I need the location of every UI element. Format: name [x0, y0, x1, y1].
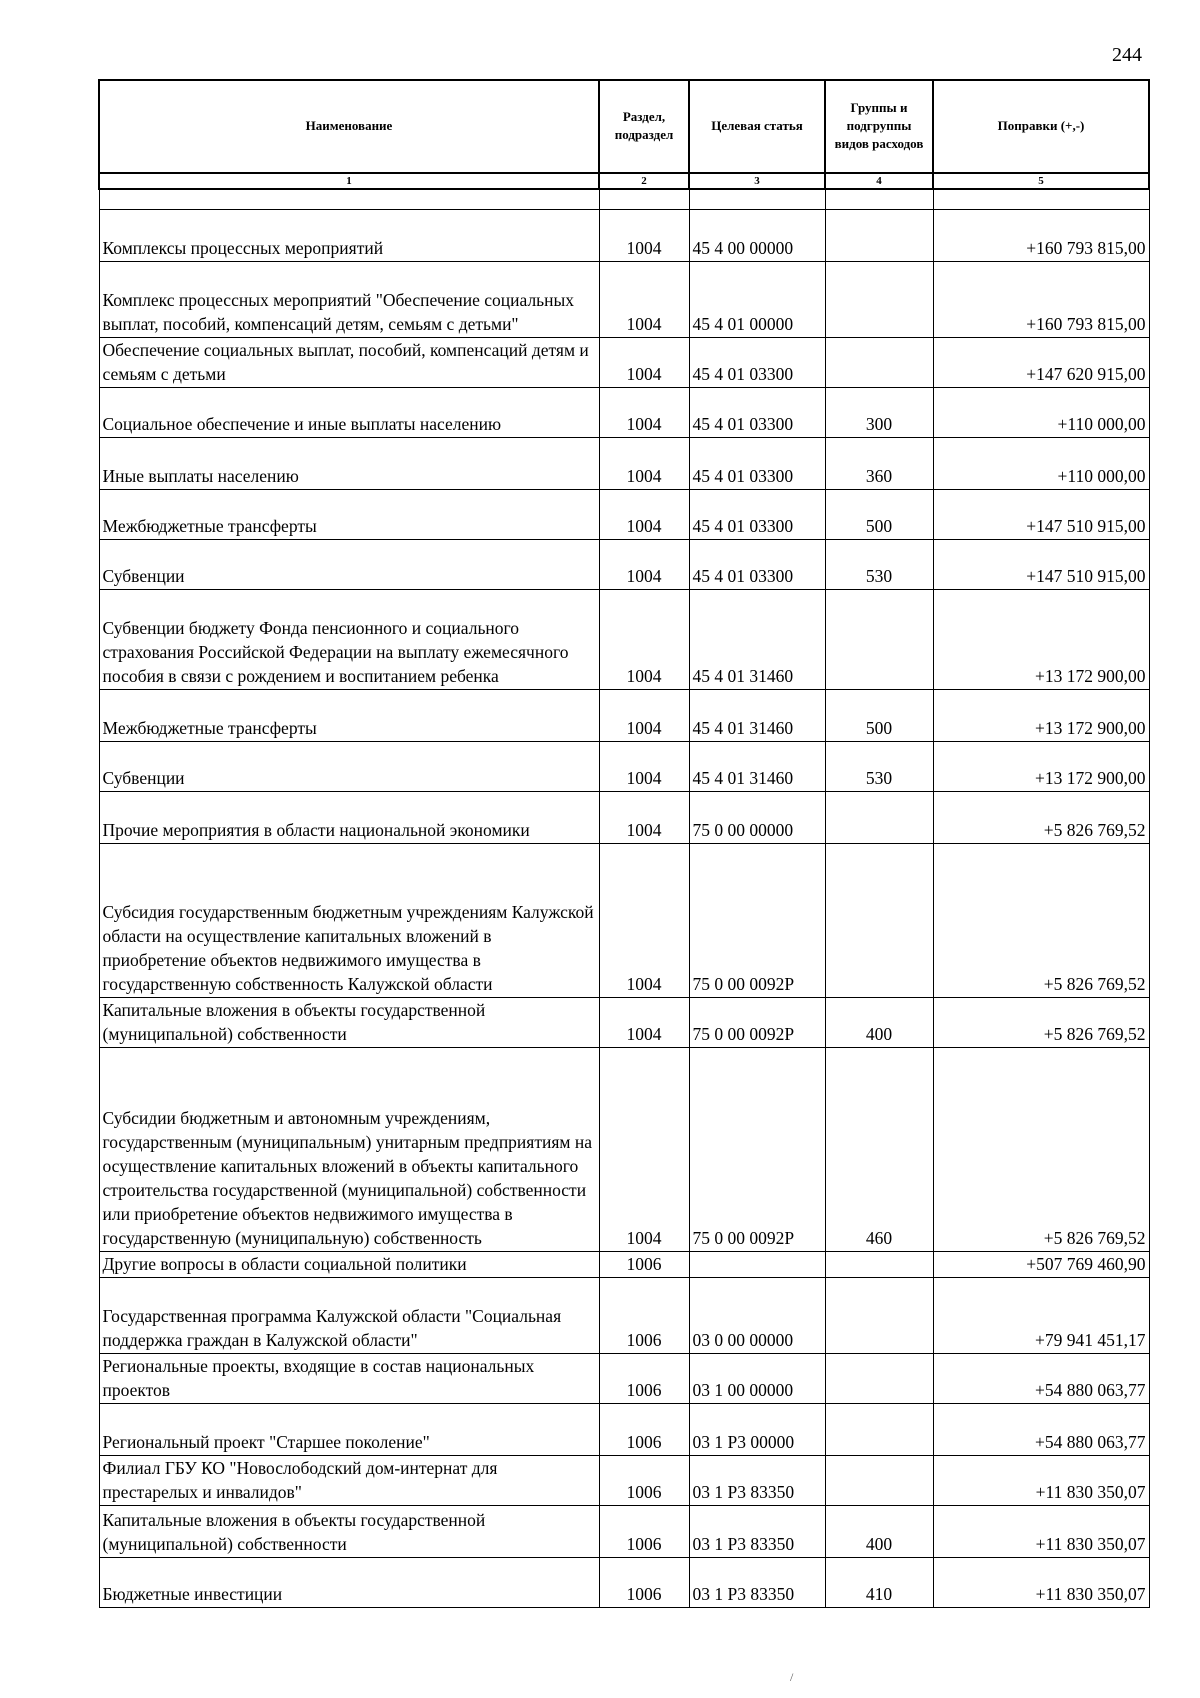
- row-section-cell: 1004: [599, 540, 689, 590]
- row-amount-cell: +5 826 769,52: [933, 1048, 1149, 1252]
- row-group-cell: 400: [825, 998, 933, 1048]
- row-target-cell: 45 4 01 03300: [689, 438, 825, 490]
- table-row: [99, 438, 1149, 490]
- row-name-cell: Государственная программа Калужской области "Социальная поддержка граждан в Калужской области": [99, 1278, 599, 1354]
- row-name-cell: Субсидия государственным бюджетным учреждениям Калужской области на осуществление капитальных вложений в приобретение объектов недвижимого имущества в государственную собственность Калужской области: [99, 844, 599, 998]
- row-name-cell: Социальное обеспечение и иные выплаты населению: [99, 388, 599, 438]
- row-section-cell: 1004: [599, 338, 689, 388]
- row-target-cell: 45 4 01 31460: [689, 742, 825, 792]
- row-group-cell: [825, 1404, 933, 1456]
- table-header-row: [99, 80, 1149, 173]
- row-target-cell: 03 1 Р3 00000: [689, 1404, 825, 1456]
- row-target-cell: 03 0 00 00000: [689, 1278, 825, 1354]
- row-group-cell: 410: [825, 1558, 933, 1608]
- header-section: Раздел, подраздел: [599, 80, 689, 173]
- row-section-cell: 1004: [599, 998, 689, 1048]
- row-section-cell: 1004: [599, 438, 689, 490]
- row-amount-cell: +54 880 063,77: [933, 1404, 1149, 1456]
- row-amount-cell: +11 830 350,07: [933, 1506, 1149, 1558]
- row-name-cell: Субсидии бюджетным и автономным учреждениям, государственным (муниципальным) унитарным предприятиям на осуществление капитальных вложений в объекты капитального строительства государственной (муниципальной) собственности или приобретение объектов недвижимого имущества в государственную (муниципальную) собственность: [99, 1048, 599, 1252]
- table-row: [99, 1456, 1149, 1506]
- row-target-cell: 03 1 Р3 83350: [689, 1456, 825, 1506]
- row-section-cell: 1006: [599, 1558, 689, 1608]
- row-section-cell: 1004: [599, 590, 689, 690]
- row-name-cell: Межбюджетные трансферты: [99, 690, 599, 742]
- column-number: 5: [933, 173, 1149, 189]
- row-section-cell: 1006: [599, 1278, 689, 1354]
- row-group-cell: [825, 1278, 933, 1354]
- row-group-cell: [825, 590, 933, 690]
- row-group-cell: 400: [825, 1506, 933, 1558]
- row-amount-cell: +147 510 915,00: [933, 490, 1149, 540]
- spacer-row: [99, 189, 1149, 210]
- row-target-cell: 45 4 01 03300: [689, 490, 825, 540]
- table-row: [99, 1048, 1149, 1252]
- row-amount-cell: +11 830 350,07: [933, 1456, 1149, 1506]
- row-section-cell: 1004: [599, 262, 689, 338]
- row-group-cell: 530: [825, 540, 933, 590]
- header-name: Наименование: [99, 80, 599, 173]
- row-name-cell: Комплексы процессных мероприятий: [99, 210, 599, 262]
- row-section-cell: 1004: [599, 210, 689, 262]
- row-amount-cell: +160 793 815,00: [933, 262, 1149, 338]
- row-target-cell: 75 0 00 0092Р: [689, 998, 825, 1048]
- row-section-cell: 1004: [599, 690, 689, 742]
- row-section-cell: 1004: [599, 844, 689, 998]
- row-group-cell: 500: [825, 490, 933, 540]
- table-row: [99, 742, 1149, 792]
- row-amount-cell: +5 826 769,52: [933, 844, 1149, 998]
- row-amount-cell: +13 172 900,00: [933, 590, 1149, 690]
- row-target-cell: 75 0 00 0092Р: [689, 844, 825, 998]
- row-name-cell: Комплекс процессных мероприятий "Обеспечение социальных выплат, пособий, компенсаций детям, семьям с детьми": [99, 262, 599, 338]
- table-body: [99, 189, 1149, 1608]
- row-amount-cell: +11 830 350,07: [933, 1558, 1149, 1608]
- page-number: 244: [1112, 44, 1142, 66]
- row-name-cell: Другие вопросы в области социальной политики: [99, 1252, 599, 1278]
- row-amount-cell: +110 000,00: [933, 388, 1149, 438]
- row-group-cell: [825, 338, 933, 388]
- row-group-cell: [825, 1354, 933, 1404]
- row-group-cell: [825, 210, 933, 262]
- row-amount-cell: +79 941 451,17: [933, 1278, 1149, 1354]
- scan-mark: /: [790, 1670, 794, 1684]
- table-row: [99, 1558, 1149, 1608]
- column-number: 4: [825, 173, 933, 189]
- row-section-cell: 1006: [599, 1404, 689, 1456]
- column-number: 2: [599, 173, 689, 189]
- row-name-cell: Субвенции: [99, 540, 599, 590]
- row-section-cell: 1004: [599, 388, 689, 438]
- row-name-cell: Обеспечение социальных выплат, пособий, компенсаций детям и семьям с детьми: [99, 338, 599, 388]
- row-section-cell: 1004: [599, 1048, 689, 1252]
- row-amount-cell: +110 000,00: [933, 438, 1149, 490]
- row-amount-cell: +5 826 769,52: [933, 792, 1149, 844]
- row-section-cell: 1006: [599, 1506, 689, 1558]
- table-row: [99, 690, 1149, 742]
- row-name-cell: Иные выплаты населению: [99, 438, 599, 490]
- row-name-cell: Капитальные вложения в объекты государственной (муниципальной) собственности: [99, 998, 599, 1048]
- row-target-cell: 45 4 01 31460: [689, 690, 825, 742]
- row-group-cell: [825, 1456, 933, 1506]
- row-group-cell: [825, 792, 933, 844]
- row-group-cell: 460: [825, 1048, 933, 1252]
- row-amount-cell: +160 793 815,00: [933, 210, 1149, 262]
- row-target-cell: 45 4 01 03300: [689, 540, 825, 590]
- column-number-row: [99, 173, 1149, 189]
- row-section-cell: 1004: [599, 742, 689, 792]
- row-target-cell: 45 4 01 00000: [689, 262, 825, 338]
- row-group-cell: [825, 844, 933, 998]
- table-row: [99, 844, 1149, 998]
- row-section-cell: 1006: [599, 1354, 689, 1404]
- row-target-cell: 75 0 00 0092Р: [689, 1048, 825, 1252]
- row-amount-cell: +54 880 063,77: [933, 1354, 1149, 1404]
- column-number: 3: [689, 173, 825, 189]
- budget-amendments-table: [98, 79, 1150, 1608]
- column-number: 1: [99, 173, 599, 189]
- row-section-cell: 1006: [599, 1252, 689, 1278]
- table-row: [99, 1506, 1149, 1558]
- row-group-cell: 360: [825, 438, 933, 490]
- table-row: [99, 490, 1149, 540]
- row-group-cell: 530: [825, 742, 933, 792]
- table-row: [99, 792, 1149, 844]
- row-name-cell: Капитальные вложения в объекты государственной (муниципальной) собственности: [99, 1506, 599, 1558]
- row-section-cell: 1004: [599, 490, 689, 540]
- row-name-cell: Субвенции: [99, 742, 599, 792]
- table-row: [99, 540, 1149, 590]
- row-amount-cell: +13 172 900,00: [933, 742, 1149, 792]
- table-row: [99, 1252, 1149, 1278]
- table-row: [99, 1354, 1149, 1404]
- row-amount-cell: +507 769 460,90: [933, 1252, 1149, 1278]
- table-row: [99, 388, 1149, 438]
- table-row: [99, 262, 1149, 338]
- row-target-cell: 03 1 Р3 83350: [689, 1558, 825, 1608]
- table-row: [99, 210, 1149, 262]
- header-amendments: Поправки (+,-): [933, 80, 1149, 173]
- table-row: [99, 1404, 1149, 1456]
- row-target-cell: 45 4 01 03300: [689, 388, 825, 438]
- row-amount-cell: +147 620 915,00: [933, 338, 1149, 388]
- row-name-cell: Межбюджетные трансферты: [99, 490, 599, 540]
- table-row: [99, 1278, 1149, 1354]
- row-group-cell: [825, 262, 933, 338]
- row-target-cell: 03 1 Р3 83350: [689, 1506, 825, 1558]
- header-groups: Группы и подгруппы видов расходов: [825, 80, 933, 173]
- row-name-cell: Региональный проект "Старшее поколение": [99, 1404, 599, 1456]
- row-name-cell: Прочие мероприятия в области национальной экономики: [99, 792, 599, 844]
- row-name-cell: Филиал ГБУ КО "Новослободский дом-интернат для престарелых и инвалидов": [99, 1456, 599, 1506]
- row-section-cell: 1004: [599, 792, 689, 844]
- table-row: [99, 338, 1149, 388]
- row-section-cell: 1006: [599, 1456, 689, 1506]
- row-target-cell: 75 0 00 00000: [689, 792, 825, 844]
- row-amount-cell: +5 826 769,52: [933, 998, 1149, 1048]
- row-group-cell: [825, 1252, 933, 1278]
- row-target-cell: [689, 1252, 825, 1278]
- header-target: Целевая статья: [689, 80, 825, 173]
- row-group-cell: 300: [825, 388, 933, 438]
- row-target-cell: 45 4 01 03300: [689, 338, 825, 388]
- row-group-cell: 500: [825, 690, 933, 742]
- table-row: [99, 590, 1149, 690]
- row-name-cell: Субвенции бюджету Фонда пенсионного и социального страхования Российской Федерации на выплату ежемесячного пособия в связи с рождением и воспитанием ребенка: [99, 590, 599, 690]
- row-target-cell: 03 1 00 00000: [689, 1354, 825, 1404]
- row-amount-cell: +13 172 900,00: [933, 690, 1149, 742]
- row-amount-cell: +147 510 915,00: [933, 540, 1149, 590]
- row-name-cell: Бюджетные инвестиции: [99, 1558, 599, 1608]
- table-row: [99, 998, 1149, 1048]
- row-target-cell: 45 4 01 31460: [689, 590, 825, 690]
- row-target-cell: 45 4 00 00000: [689, 210, 825, 262]
- row-name-cell: Региональные проекты, входящие в состав национальных проектов: [99, 1354, 599, 1404]
